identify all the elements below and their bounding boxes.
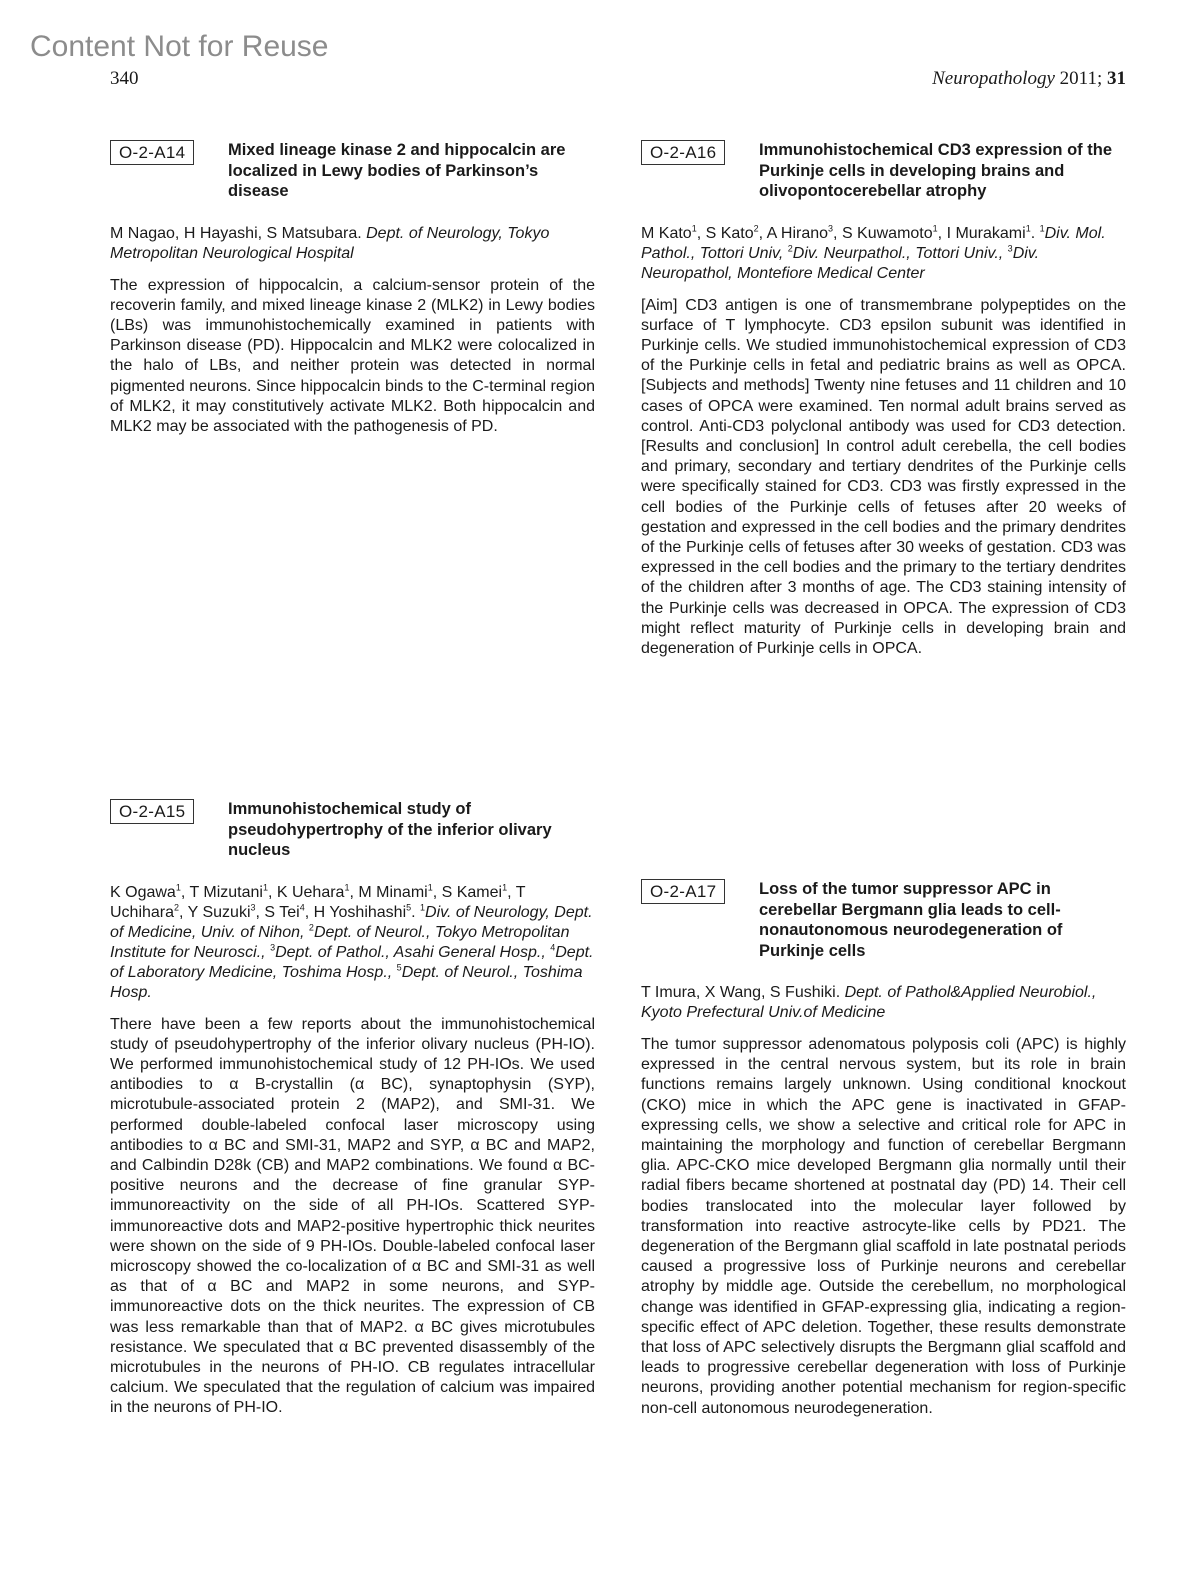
abstract-code: O-2-A17: [641, 879, 725, 904]
abstract-body: The tumor suppressor adenomatous polyposis coli (APC) is highly expressed in the central nervous system, but its role in brain functions remains largely unknown. Using conditional knockout (CKO) mice in which the APC gene is inactivated in GFAP-expressing cells, we show a selective and critical role for APC in maintaining the morphology and function of cerebellar Bergmann glia. APC-CKO mice developed Bergmann glia normally until their radial fibers became shortened at postnatal day (PD) 14. Their cell bodies translocated into the molecular layer followed by transformation into reactive astrocyte-like cells by PD21. The degeneration of the Bergmann glial scaffold in late postnatal periods caused a progressive loss of Purkinje neurons and cerebellar atrophy by middle age. Outside the cerebellum, no morphological change was identified in GFAP-expressing glia, indicating a region-specific effect of APC deletion. Together, these results demonstrate that loss of APC selectively disrupts the Bergmann glial scaffold and leads to progressive cerebellar degeneration with loss of Purkinje neurons, providing another potential mechanism for region-specific non-cell autonomous neurodegeneration.: [641, 1036, 1126, 1417]
abstract-a14: [110, 140, 595, 437]
author-list: M Nagao, H Hayashi, S Matsubara.: [110, 224, 362, 242]
abstract-header: [110, 140, 595, 202]
affiliation: Dept. of Neurology, Tokyo Metropolitan Neurological Hospital: [110, 224, 550, 262]
author: S Tei: [264, 903, 300, 921]
abstract-title: Immunohistochemical study of pseudohypertrophy of the inferior olivary nucleus: [228, 800, 552, 859]
author: T Uchihara: [110, 883, 526, 921]
author: S Kato: [705, 224, 754, 242]
affiliation: Dept. of Laboratory Medicine, Toshima Hosp.,: [110, 943, 594, 981]
abstract-code: O-2-A14: [110, 140, 194, 165]
abstract-body: There have been a few reports about the immunohistochemical study of pseudohypertrophy of the inferior olivary nucleus (PH-IO). We performed immunohistochemical study of 12 PH-IOs. We used antibodies to α B-crystallin (α BC), synaptophysin (SYP), microtubule-associated protein 2 (MAP2), and SMI-31. We performed double-labeled confocal laser microscopy using antibodies to α BC and SMI-31, MAP2 and SYP, α BC and MAP2, and Calbindin D28k (CB) and MAP2 combinations. We found α BC-positive neurons and the decrease of fine granular SYP-immunoreactivity on the side of all PH-IOs. Scattered SYP-immunoreactive dots and MAP2-positive hypertrophic thick neurites were shown on the side of 9 PH-IOs. Double-labeled confocal laser microscopy showed the co-localization of α BC and SMI-31 as well as that of α BC and MAP2 in some neurons, and SYP-immunoreactive dots on the thick neurites. The expression of CB was less remarkable than that of MAP2. α BC gives microtubules resistance. We speculated that α BC prevented disassembly of the microtubules in the neurons of PH-IO. CB regulates intracellular calcium. We speculated that the regulation of calcium was impaired in the neurons of PH-IO.: [110, 1015, 595, 1417]
author: Y Suzuki: [187, 903, 251, 921]
journal-volume: 31: [1107, 68, 1126, 89]
abstract-title: Mixed lineage kinase 2 and hippocalcin are localized in Lewy bodies of Parkinson’s disease: [228, 141, 566, 200]
author: K Uehara: [276, 883, 345, 901]
journal-name: Neuropathology: [932, 68, 1055, 89]
watermark-text: Content Not for Reuse: [30, 30, 329, 63]
journal-citation: [932, 68, 1126, 90]
affiliation: Dept. of Pathol&Applied Neurobiol., Kyoto Prefectural Univ.of Medicine: [641, 984, 1097, 1021]
abstract-authors: [110, 224, 595, 264]
author-list: T Imura, X Wang, S Fushiki.: [641, 984, 841, 1001]
author: S Kuwamoto: [841, 224, 933, 242]
abstract-code: O-2-A15: [110, 799, 194, 824]
author: M Minami: [358, 883, 428, 901]
author: T Mizutani: [189, 883, 263, 901]
affiliation: Dept. of Neurol., Tokyo Metropolitan Institute for Neurosci.,: [110, 923, 570, 961]
abstract-authors: [641, 983, 1126, 1023]
abstract-a17: [641, 879, 1126, 1419]
affiliation: Dept. of Pathol., Asahi General Hosp.,: [275, 943, 546, 961]
affiliation: Div. Mol. Pathol., Tottori Univ,: [641, 224, 1106, 262]
page-number: 340: [110, 68, 139, 89]
journal-year: 2011;: [1059, 68, 1103, 89]
abstract-title: Immunohistochemical CD3 expression of the Purkinje cells in developing brains and olivopontocerebellar atrophy: [759, 141, 1112, 200]
author: I Murakami: [946, 224, 1026, 242]
abstract-authors: M Kato$^1$, S Kato$^2$, A Hirano$^3$, S Kuwamoto$^1$, I Murakami$^1$. $^1$Div. Mol. Pathol., Tottori Univ, $^2$Div. Neurpathol., Tottori Univ., $^3$Div. Neuropathol, Montefiore Medical Center: [641, 223, 1106, 282]
abstract-header: [641, 140, 1126, 202]
author: S Kamei: [441, 883, 503, 901]
abstract-code: O-2-A16: [641, 140, 725, 165]
abstract-body: [Aim] CD3 antigen is one of transmembrane polypeptides on the surface of T lymphocyte. CD3 epsilon subunit was identified in Purkinje cells. We studied immunohistochemical expression of CD3 of the Purkinje cells in fetal and pediatric brains as well as OPCA. [Subjects and methods] Twenty nine fetuses and 11 children and 10 cases of OPCA were examined. Ten normal adult brains served as control. Anti-CD3 polyclonal antibody was used for CD3 detection. [Results and conclusion] In control adult cerebella, the cell bodies and primary, secondary and tertiary dendrites of the Purkinje cells were specifically stained for CD3. CD3 was firstly expressed in the cell bodies of the Purkinje cells of fetuses after 20 weeks of gestation and expressed in the cell bodies and the primary dendrites of the Purkinje cells of fetuses after 30 weeks of gestation. CD3 was expressed in the cell bodies and the primary to the tertiary dendrites of the children after 3 months of age. The CD3 staining intensity of the Purkinje cells was decreased in OPCA. The expression of CD3 might reflect maturity of Purkinje cells in developing brain and degeneration of Purkinje cells in OPCA.: [641, 296, 1126, 657]
affiliation: Div. Neurpathol., Tottori Univ.,: [792, 244, 1004, 262]
abstract-authors: K Ogawa$^1$, T Mizutani$^1$, K Uehara$^1$, M Minami$^1$, S Kamei$^1$, T Uchihara$^2$, Y Suzuki$^3$, S Tei$^4$, H Yoshihashi$^5$. $^1$Div. of Neurology, Dept. of Medicine, Univ. of Nihon, $^2$Dept. of Neurol., Tokyo Metropolitan Institute for Neurosci., $^3$Dept. of Pathol., Asahi General Hosp., $^4$Dept. of Laboratory Medicine, Toshima Hosp., $^5$Dept. of Neurol., Toshima Hosp.: [110, 882, 594, 1001]
author: K Ogawa: [110, 883, 176, 901]
affiliation: Dept. of Neurol., Toshima Hosp.: [110, 963, 583, 1001]
abstract-body: The expression of hippocalcin, a calcium-sensor protein of the recoverin family, and mixed lineage kinase 2 (MLK2) in Lewy bodies (LBs) was immunohistochemically examined in patients with Parkinson disease (PD). Hippocalcin and MLK2 were colocalized in the halo of LBs, and neither protein was detected in normal pigmented neurons. Since hippocalcin binds to the C-terminal region of MLK2, it may constitutively activate MLK2. Both hippocalcin and MLK2 may be associated with the pathogenesis of PD.: [110, 276, 595, 435]
author: M Kato: [641, 224, 692, 242]
abstract-header: [110, 799, 595, 861]
affiliation: Div. Neuropathol, Montefiore Medical Center: [641, 244, 1040, 282]
abstract-a15: [110, 799, 595, 1419]
author: A Hirano: [766, 224, 829, 242]
abstract-title: Loss of the tumor suppressor APC in cerebellar Bergmann glia leads to cell-nonautonomous neurodegeneration of Purkinje cells: [759, 880, 1063, 960]
author: H Yoshihashi: [313, 903, 407, 921]
abstract-a16: [641, 140, 1126, 659]
affiliation: Div. of Neurology, Dept. of Medicine, Univ. of Nihon,: [110, 903, 593, 941]
abstract-header: [641, 879, 1126, 961]
